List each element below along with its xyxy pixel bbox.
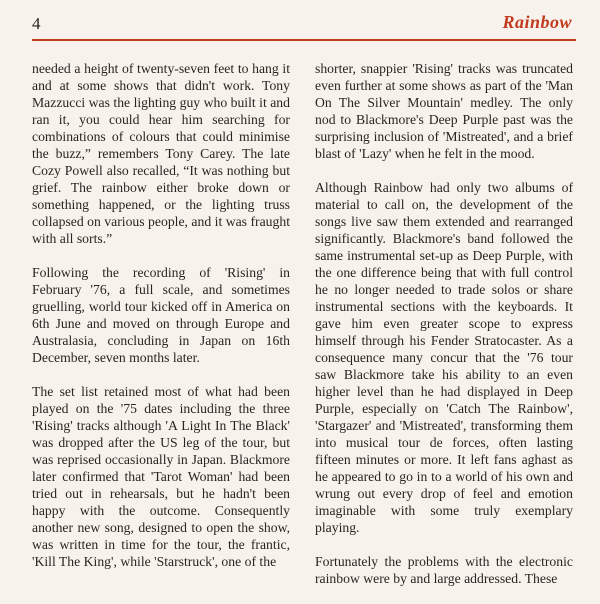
page-number: 4 (32, 14, 41, 33)
paragraph: Following the recording of 'Rising' in February '76, a full scale, and sometimes gruelling, world tour kicked off in America on 6th June and moved on through Europe and Australasia, concluding in Japan on 16th December, seven months later. (32, 265, 290, 365)
left-column (32, 60, 290, 587)
rainbow-logo: Rainbow (502, 12, 572, 32)
paragraph: The set list retained most of what had been played on the '75 dates including the three 'Rising' tracks although 'A Light In The Black' was dropped after the US leg of the tour, but was reprised occasionally in Japan. Blackmore later confirmed that 'Tarot Woman' had been tried out in rehearsals, but he hadn't been happy with the outcome. Consequently another new song, designed to open the show, was written in time for the tour, the frantic, 'Kill The King', while 'Starstruck', one of the (32, 384, 290, 569)
paragraph: shorter, snappier 'Rising' tracks was truncated even further at some shows as part of the 'Man On The Silver Mountain' medley. The only nod to Blackmore's Deep Purple past was the surprising inclusion of 'Mistreated', and a brief blast of 'Lazy' when he felt in the mood. (315, 61, 573, 161)
paragraph: Fortunately the problems with the electronic rainbow were by and large addressed. These (315, 554, 573, 586)
page-header (0, 0, 600, 40)
header-rule (32, 39, 576, 41)
right-column (315, 60, 573, 604)
paragraph: needed a height of twenty-seven feet to hang it and at some shows that didn't work. Tony Mazzucci was the lighting guy who built it and ran it, you could hear him searching for combinations of colours that could minimise the buzz,” remembers Tony Carey. The late Cozy Powell also recalled, “It was nothing but grief. The rainbow either broke down or something happened, or the lighting truss collapsed on various people, and it was fraught with all sorts.” (32, 61, 290, 246)
paragraph: Although Rainbow had only two albums of material to call on, the development of the songs live saw them extended and rearranged significantly. Blackmore's band followed the same instrumental set-up as Deep Purple, with the one difference being that with full control he no longer needed to trade solos or share instrumental sections with the keyboards. It gave him even greater scope to express himself through his Fender Stratocaster. As a consequence many concur that the '76 tour saw Blackmore take his ability to an even higher level than he had displayed in Deep Purple, especially on 'Catch The Rainbow', 'Stargazer' and 'Mistreated', transforming them into musical tour de forces, often lasting fifteen minutes or more. It left fans aghast as he appeared to go in to a world of his own and wrung out every drop of feel and emotion imaginable with some truly exemplary playing. (315, 180, 573, 535)
